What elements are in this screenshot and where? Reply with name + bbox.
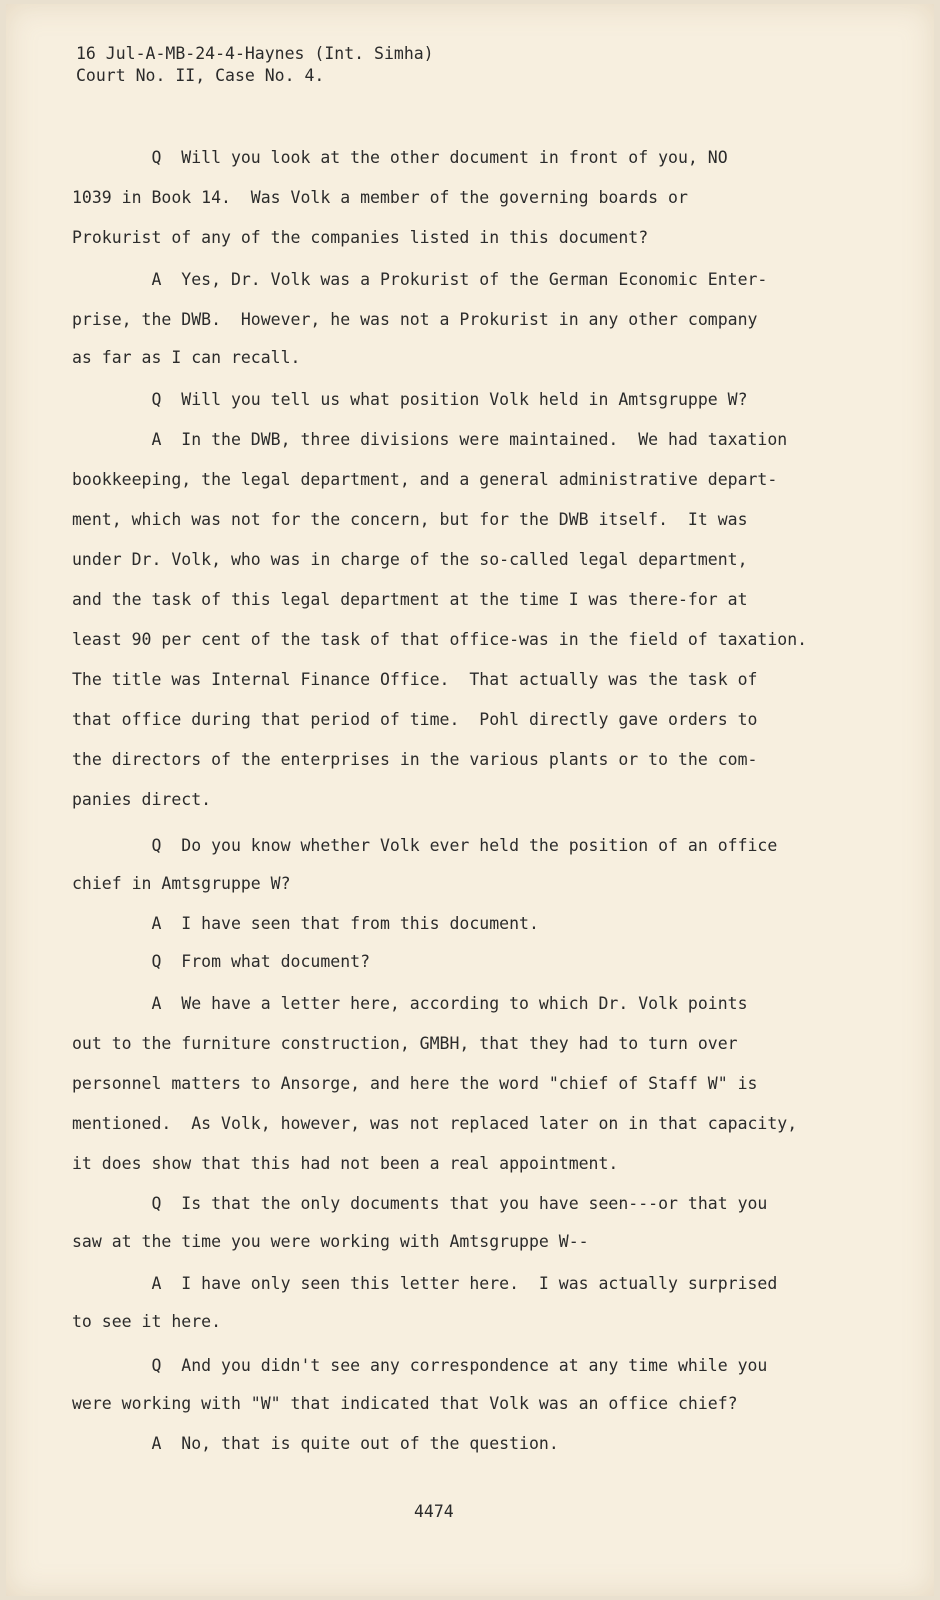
text-line: that office during that period of time. Pohl directly gave orders to	[72, 710, 758, 729]
text-line: Q Will you tell us what position Volk held in Amtsgruppe W?	[72, 390, 748, 409]
header-line-1: 16 Jul-A-MB-24-4-Haynes (Int. Simha)	[76, 44, 434, 63]
text-line: The title was Internal Finance Office. That actually was the task of	[72, 670, 758, 689]
text-line: 1039 in Book 14. Was Volk a member of the governing boards or	[72, 188, 688, 207]
text-line: bookkeeping, the legal department, and a general administrative depart-	[72, 470, 778, 489]
page-number: 4474	[414, 1502, 454, 1521]
text-line: mentioned. As Volk, however, was not replaced later on in that capacity,	[72, 1114, 798, 1133]
text-line: A In the DWB, three divisions were maintained. We had taxation	[72, 430, 788, 449]
text-line: Q From what document?	[72, 952, 371, 971]
text-line: Q And you didn't see any correspondence at any time while you	[72, 1356, 768, 1375]
text-line: A No, that is quite out of the question.	[72, 1434, 559, 1453]
text-line: panies direct.	[72, 790, 212, 809]
text-line: to see it here.	[72, 1312, 222, 1331]
document-page	[6, 4, 934, 1596]
text-line: Q Do you know whether Volk ever held the position of an office	[72, 836, 778, 855]
text-line: out to the furniture construction, GMBH, that they had to turn over	[72, 1034, 738, 1053]
text-line: it does show that this had not been a real appointment.	[72, 1154, 619, 1173]
text-line: A We have a letter here, according to which Dr. Volk points	[72, 994, 748, 1013]
text-line: Prokurist of any of the companies listed in this document?	[72, 228, 649, 247]
text-line: chief in Amtsgruppe W?	[72, 874, 291, 893]
text-line: least 90 per cent of the task of that office-was in the field of taxation.	[72, 630, 808, 649]
text-line: A I have only seen this letter here. I was actually surprised	[72, 1274, 778, 1293]
header-line-2: Court No. II, Case No. 4.	[76, 66, 325, 85]
text-line: the directors of the enterprises in the various plants or to the com-	[72, 750, 758, 769]
text-line: Q Will you look at the other document in front of you, NO	[72, 148, 728, 167]
text-line: Q Is that the only documents that you have seen---or that you	[72, 1194, 768, 1213]
text-line: ment, which was not for the concern, but for the DWB itself. It was	[72, 510, 748, 529]
text-line: under Dr. Volk, who was in charge of the so-called legal department,	[72, 550, 748, 569]
text-line: and the task of this legal department at the time I was there-for at	[72, 590, 748, 609]
text-line: A Yes, Dr. Volk was a Prokurist of the German Economic Enter-	[72, 270, 768, 289]
text-line: were working with "W" that indicated that Volk was an office chief?	[72, 1394, 738, 1413]
text-line: A I have seen that from this document.	[72, 914, 539, 933]
text-line: personnel matters to Ansorge, and here the word "chief of Staff W" is	[72, 1074, 758, 1093]
text-line: as far as I can recall.	[72, 348, 301, 367]
text-line: saw at the time you were working with Amtsgruppe W--	[72, 1232, 589, 1251]
text-line: prise, the DWB. However, he was not a Prokurist in any other company	[72, 310, 758, 329]
